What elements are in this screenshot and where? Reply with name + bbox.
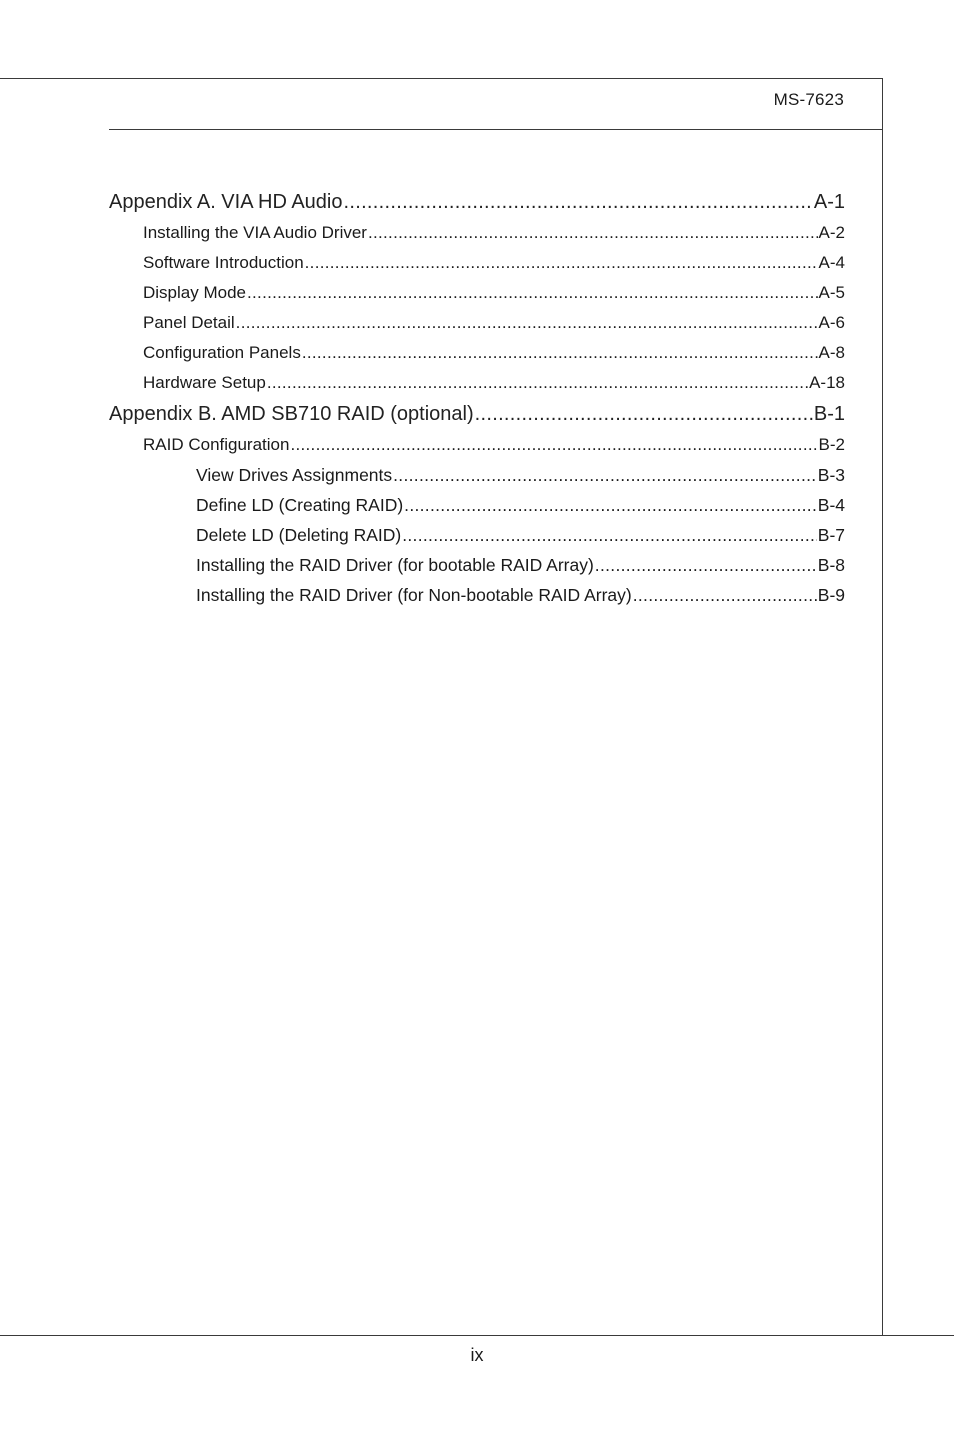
toc-entry-page: B-1 xyxy=(813,403,845,425)
toc-entry-page: A-5 xyxy=(818,283,845,302)
toc-entry[interactable] xyxy=(109,308,845,338)
toc-entry-title: Appendix B. AMD SB710 RAID (optional) xyxy=(109,403,474,425)
right-border-line xyxy=(882,78,883,1335)
toc-entry[interactable] xyxy=(109,580,845,610)
toc-entry-title: Installing the VIA Audio Driver xyxy=(143,223,367,242)
toc-entry-page: A-18 xyxy=(809,373,845,392)
toc-leader-dots xyxy=(393,460,817,490)
toc-leader-dots xyxy=(402,520,817,550)
toc-section-heading[interactable] xyxy=(109,398,845,430)
toc-leader-dots xyxy=(368,218,818,248)
model-number: MS-7623 xyxy=(773,90,844,109)
toc-entry[interactable] xyxy=(109,368,845,398)
toc-entry-page: B-8 xyxy=(817,555,845,575)
toc-entry[interactable] xyxy=(109,460,845,490)
toc-leader-dots xyxy=(302,338,818,368)
toc-section-heading[interactable] xyxy=(109,186,845,218)
toc-entry-title: RAID Configuration xyxy=(143,435,290,454)
top-border-line xyxy=(0,78,883,79)
toc-entry[interactable] xyxy=(109,490,845,520)
toc-entry-title: Define LD (Creating RAID) xyxy=(196,495,404,515)
toc-entry-title: Appendix A. VIA HD Audio xyxy=(109,191,343,213)
bottom-border-line xyxy=(0,1335,954,1336)
toc-leader-dots xyxy=(344,186,813,218)
page-number: ix xyxy=(470,1345,484,1365)
toc-entry-title: Delete LD (Deleting RAID) xyxy=(196,525,402,545)
toc-entry[interactable] xyxy=(109,338,845,368)
toc-entry-page: B-3 xyxy=(817,465,845,485)
toc-entry-page: A-1 xyxy=(813,191,845,213)
toc-entry-page: A-8 xyxy=(818,343,845,362)
toc-entry-page: B-2 xyxy=(818,435,845,454)
toc-leader-dots xyxy=(236,308,818,338)
toc-leader-dots xyxy=(247,278,818,308)
toc-entry-title: View Drives Assignments xyxy=(196,465,393,485)
toc-entry-page: B-9 xyxy=(817,585,845,605)
header-divider xyxy=(109,129,883,130)
toc-leader-dots xyxy=(595,550,817,580)
toc-entry[interactable] xyxy=(109,550,845,580)
toc-entry[interactable] xyxy=(109,278,845,308)
toc-entry-title: Installing the RAID Driver (for Non-bootable RAID Array) xyxy=(196,585,632,605)
toc-entry[interactable] xyxy=(109,520,845,550)
toc-entry-title: Configuration Panels xyxy=(143,343,301,362)
toc-entry-page: A-2 xyxy=(818,223,845,242)
toc-entry-title: Hardware Setup xyxy=(143,373,266,392)
toc-leader-dots xyxy=(633,580,817,610)
toc-leader-dots xyxy=(404,490,817,520)
toc-leader-dots xyxy=(267,368,808,398)
toc-entry-page: A-6 xyxy=(818,313,845,332)
toc-entry[interactable] xyxy=(109,430,845,460)
toc-entry[interactable] xyxy=(109,218,845,248)
toc-entry-page: B-4 xyxy=(817,495,845,515)
toc-entry-page: B-7 xyxy=(817,525,845,545)
toc-entry-title: Panel Detail xyxy=(143,313,235,332)
table-of-contents xyxy=(109,186,845,610)
toc-entry-title: Software Introduction xyxy=(143,253,304,272)
toc-leader-dots xyxy=(305,248,818,278)
toc-leader-dots xyxy=(475,398,813,430)
toc-entry-title: Installing the RAID Driver (for bootable RAID Array) xyxy=(196,555,594,575)
toc-leader-dots xyxy=(290,430,817,460)
toc-entry[interactable] xyxy=(109,248,845,278)
toc-entry-title: Display Mode xyxy=(143,283,246,302)
toc-entry-page: A-4 xyxy=(818,253,845,272)
